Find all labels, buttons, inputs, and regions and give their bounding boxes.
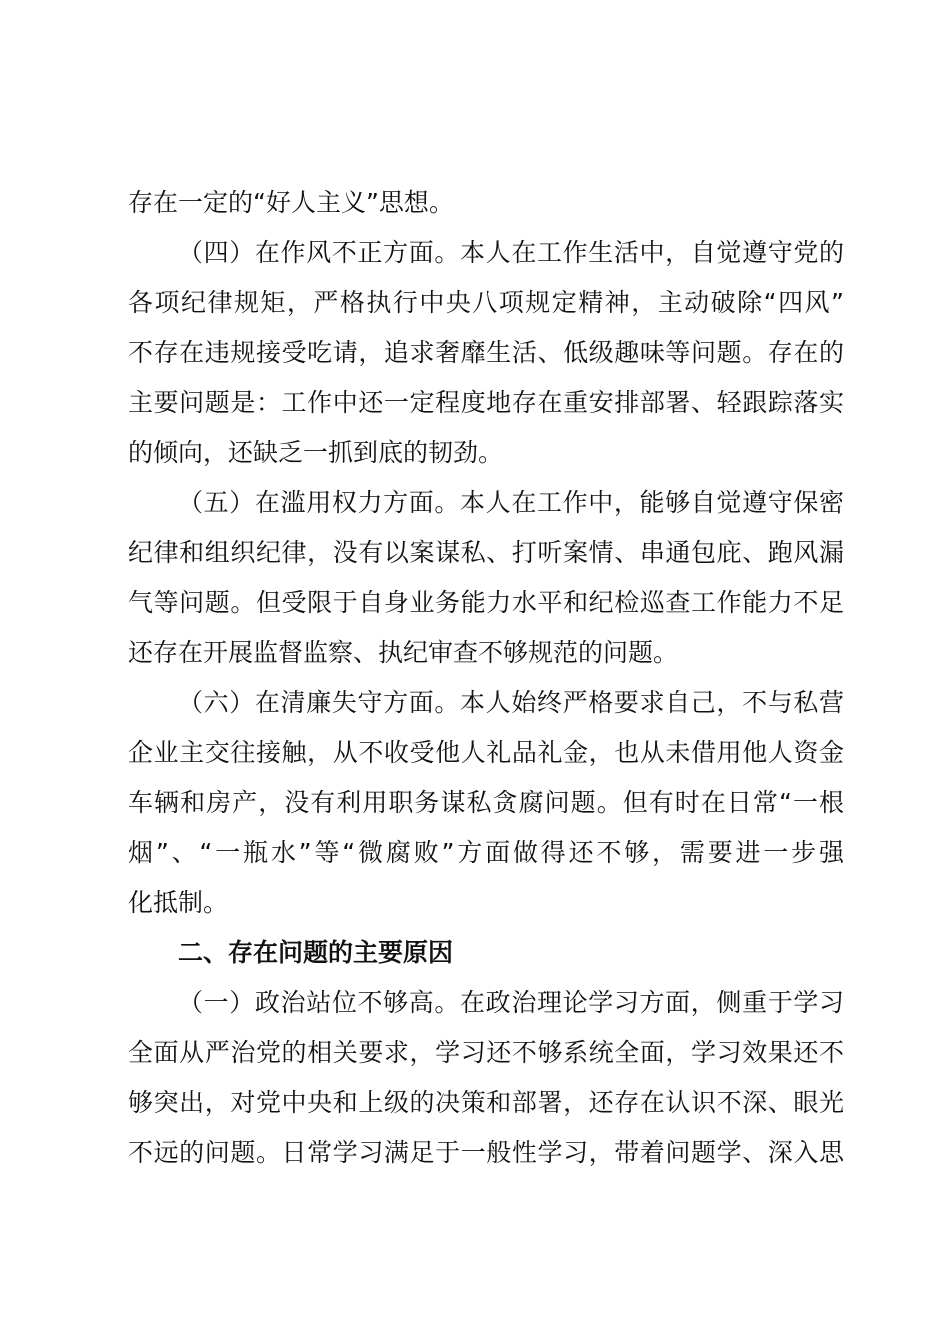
- paragraph-start-line: （一）政治站位不够高。在政治理论学习方面，侧重于学习: [178, 988, 844, 1017]
- body-line: 不存在违规接受吃请，追求奢靡生活、低级趣味等问题。存在的: [128, 338, 844, 367]
- body-line: 化抵制。: [128, 888, 229, 917]
- body-line: 的倾向，还缺乏一抓到底的韧劲。: [128, 438, 504, 467]
- body-line: 各项纪律规矩，严格执行中央八项规定精神，主动破除“四风”: [128, 288, 844, 317]
- document-body: [128, 178, 844, 1178]
- paragraph-start-line: （四）在作风不正方面。本人在工作生活中，自觉遵守党的: [178, 238, 844, 267]
- body-line: 不远的问题。日常学习满足于一般性学习，带着问题学、深入思: [128, 1138, 844, 1167]
- body-line: 够突出，对党中央和上级的决策和部署，还存在认识不深、眼光: [128, 1088, 844, 1117]
- body-line: 企业主交往接触，从不收受他人礼品礼金，也从未借用他人资金: [128, 738, 844, 767]
- body-line: 车辆和房产，没有利用职务谋私贪腐问题。但有时在日常“一根: [128, 788, 844, 817]
- body-line: 纪律和组织纪律，没有以案谋私、打听案情、串通包庇、跑风漏: [128, 538, 844, 567]
- body-line: 全面从严治党的相关要求，学习还不够系统全面，学习效果还不: [128, 1038, 844, 1067]
- body-line: 气等问题。但受限于自身业务能力水平和纪检巡查工作能力不足: [128, 588, 844, 617]
- paragraph-start-line: （六）在清廉失守方面。本人始终严格要求自己，不与私营: [178, 688, 844, 717]
- section-heading: 二、存在问题的主要原因: [178, 938, 454, 967]
- body-line: 主要问题是：工作中还一定程度地存在重安排部署、轻跟踪落实: [128, 388, 844, 417]
- paragraph-start-line: （五）在滥用权力方面。本人在工作中，能够自觉遵守保密: [178, 488, 844, 517]
- body-line: 烟”、“一瓶水”等“微腐败”方面做得还不够，需要进一步强: [128, 838, 844, 867]
- body-line: 存在一定的“好人主义”思想。: [128, 188, 454, 217]
- body-line: 还存在开展监督监察、执纪审查不够规范的问题。: [128, 638, 679, 667]
